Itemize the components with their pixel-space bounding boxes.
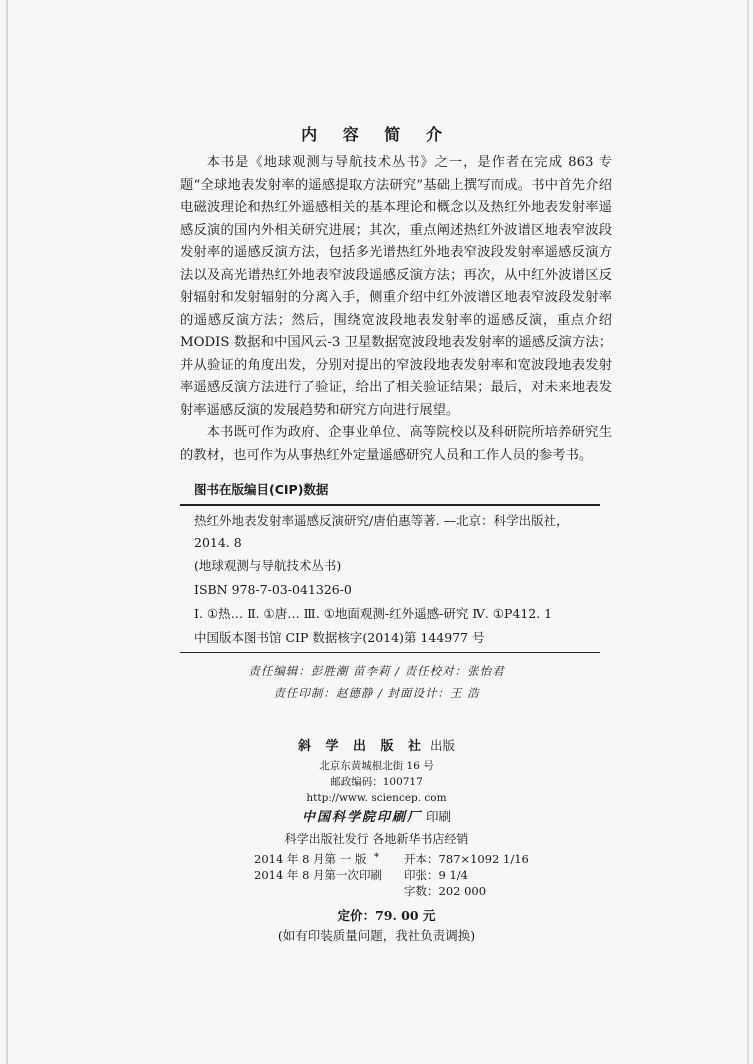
cip-data-block — [180, 478, 600, 653]
credits-line-1: 责任编辑：彭胜潮 苗李莉 / 责任校对：张怡君 — [248, 664, 505, 678]
cip-bottom-rule — [180, 652, 600, 653]
printer-suffix: 印刷 — [425, 809, 451, 824]
publisher-suffix: 出版 — [430, 738, 456, 753]
edition-row-2 — [254, 867, 554, 883]
publisher-name: 斜 学 出 版 社 — [297, 739, 427, 754]
quality-notice: (如有印装质量问题，我社负责调换) — [277, 928, 476, 943]
editorial-credits — [0, 660, 753, 704]
word-count: 字数：202 000 — [404, 884, 487, 898]
cip-classification-line: Ⅰ. ①热… Ⅱ. ①唐… Ⅲ. ①地面观测-红外遥感-研究 Ⅳ. ①P412. 1 — [194, 606, 553, 621]
cip-isbn-line: ISBN 978-7-03-041326-0 — [194, 582, 352, 597]
printing-line: 2014 年 8 月第一次印刷 — [254, 868, 383, 882]
publication-info — [0, 735, 753, 865]
summary-paragraph-2: 本书既可作为政府、企事业单位、高等院校以及科研院所培养研究生的教材，也可作为从事热红外定量遥感研究人员和工作人员的参考书。 — [180, 425, 612, 463]
page-title: 内 容 简 介 — [301, 125, 452, 144]
edition-row-1 — [254, 851, 554, 867]
edition-info — [254, 851, 554, 899]
scan-edge-left — [6, 0, 8, 1064]
sheets-line: 印张：9 1/4 — [404, 868, 468, 882]
separator-asterisk: * — [373, 851, 380, 863]
printer-line — [0, 806, 753, 829]
cip-series-line: (地球观测与导航技术丛书) — [194, 558, 342, 573]
cip-title-line: 热红外地表发射率遥感反演研究/唐伯惠等著. —北京：科学出版社，2014. 8 — [194, 513, 569, 550]
credits-line-2: 责任印制：赵德静 / 封面设计：王 浩 — [273, 686, 480, 700]
cip-body — [180, 506, 600, 650]
summary-paragraph-1: 本书是《地球观测与导航技术丛书》之一，是作者在完成 863 专题“全球地表发射率的遥感提取方法研究”基础上撰写而成。书中首先介绍电磁波理论和热红外遥感相关的基本理论和概念以及热红外地表发射率遥感反演的国内外相关研究进展；其次，重点阐述热红外波谱区地表窄波段发射率的遥感反演方法，包括多光谱热红外地表窄波段发射率遥感反演方法以及高光谱热红外地表窄波段遥感反演方法；再次，从中红外波谱区反射辐射和发射辐射的分离入手，侧重介绍中红外波谱区地表窄波段发射率的遥感反演方法；然后，围绕宽波段地表发射率的遥感反演，重点介绍 MODIS 数据和中国风云-3 卫星数据宽波段地表发射率的遥感反演方法；并从验证的角度出发，分别对提出的窄波段地表发射率和宽波段地表发射率遥感反演方法进行了验证，给出了相关验证结果；最后，对未来地表发射率遥感反演的发展趋势和研究方向进行展望。 — [180, 155, 612, 418]
printer-name: 中国科学院印刷厂 — [301, 810, 422, 825]
publisher-url: http://www. sciencep. com — [306, 792, 447, 804]
publisher-address: 北京东黄城根北街 16 号 — [319, 760, 434, 772]
publisher-line — [0, 735, 753, 758]
cip-heading: 图书在版编目(CIP)数据 — [180, 478, 600, 506]
cip-record-number-line: 中国版本图书馆 CIP 数据核字(2014)第 144977 号 — [194, 630, 485, 645]
edition-line: 2014 年 8 月第 一 版 — [254, 852, 367, 866]
publisher-postcode: 邮政编码：100717 — [330, 776, 423, 788]
format-line: 开本：787×1092 1/16 — [404, 852, 529, 866]
content-summary — [180, 152, 612, 467]
distribution-line: 科学出版社发行 各地新华书店经销 — [284, 832, 469, 846]
price-block — [0, 906, 753, 946]
price-line: 定价：79. 00 元 — [337, 908, 436, 923]
scan-edge-right — [747, 0, 749, 1064]
